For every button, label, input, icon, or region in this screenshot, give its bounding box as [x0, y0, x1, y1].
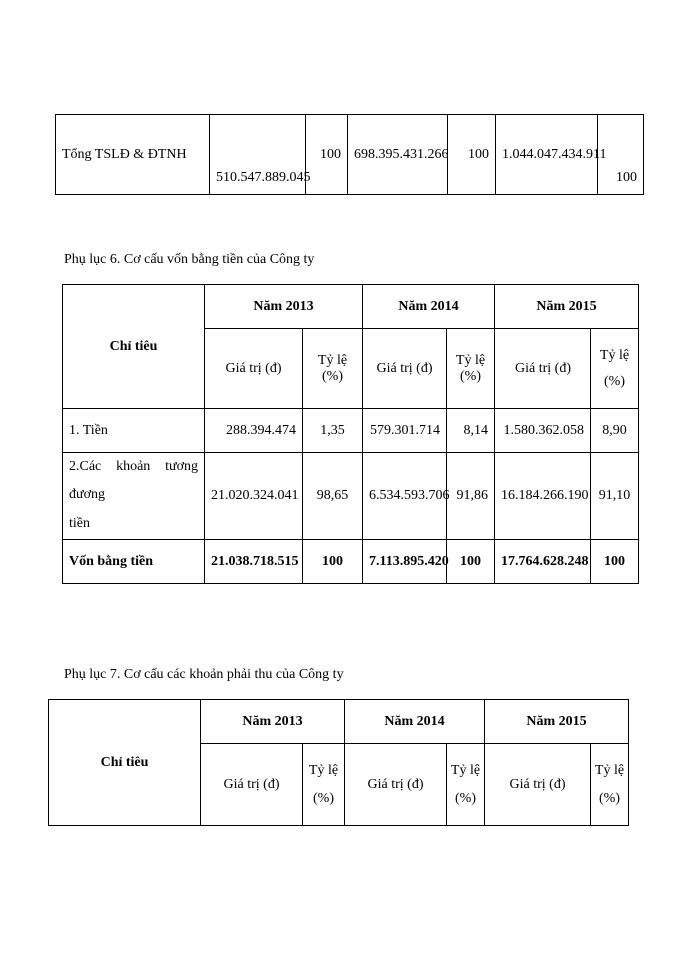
ratio-header-2015 [591, 329, 639, 409]
value-header-2013: Giá trị (đ) [201, 744, 303, 826]
year-2014-header: Năm 2014 [363, 285, 495, 329]
indicator-header: Chỉ tiêu [49, 700, 201, 826]
ratio-header-line2: (%) [599, 790, 620, 806]
table-row [56, 115, 644, 195]
ratio-2015: 100 [598, 115, 644, 195]
value-2015: 17.764.628.248 [495, 540, 591, 584]
table-row [63, 540, 639, 584]
ratio-header-2013 [303, 744, 345, 826]
ratio-header-line1: Tỷ lệ [594, 762, 625, 778]
value-2013: 510.547.889.045 [210, 115, 306, 195]
table-row [63, 409, 639, 453]
ratio-2014: 100 [447, 540, 495, 584]
ratio-header-2014: Tỷ lệ (%) [447, 329, 495, 409]
year-2015-header: Năm 2015 [485, 700, 629, 744]
ratio-header-2014 [447, 744, 485, 826]
appendix6-caption: Phụ lục 6. Cơ cấu vốn bằng tiền của Công ty [64, 252, 315, 267]
ratio-header-line2: (%) [313, 790, 334, 806]
appendix6-table [62, 284, 639, 584]
ratio-header-line1: Tỷ lệ [450, 762, 481, 778]
ratio-2013: 100 [303, 540, 363, 584]
value-2015: 1.580.362.058 [495, 409, 591, 453]
value-2013: 288.394.474 [205, 409, 303, 453]
value-header-2015: Giá trị (đ) [485, 744, 591, 826]
value-2013: 21.020.324.041 [205, 453, 303, 540]
value-2014: 698.395.431.266 [348, 115, 448, 195]
ratio-2014: 100 [448, 115, 496, 195]
value-2014: 7.113.895.420 [363, 540, 447, 584]
table-row [63, 453, 639, 540]
ratio-header-line2: (%) [455, 790, 476, 806]
ratio-2013: 1,35 [303, 409, 363, 453]
ratio-2015: 8,90 [591, 409, 639, 453]
ratio-header-line2: (%) [604, 373, 625, 389]
ratio-2014: 91,86 [447, 453, 495, 540]
indicator-header: Chỉ tiêu [63, 285, 205, 409]
value-2014: 6.534.593.706 [363, 453, 447, 540]
value-2015: 16.184.266.190 [495, 453, 591, 540]
ratio-header-line1: Tỷ lệ [308, 762, 339, 778]
row-label [63, 453, 205, 540]
year-2014-header: Năm 2014 [345, 700, 485, 744]
value-2015: 1.044.047.434.911 [496, 115, 598, 195]
appendix7-table [48, 699, 629, 826]
row-label: Vốn bằng tiền [63, 540, 205, 584]
ratio-header-2015 [591, 744, 629, 826]
year-2013-header: Năm 2013 [205, 285, 363, 329]
year-2013-header: Năm 2013 [201, 700, 345, 744]
row-label: Tổng TSLĐ & ĐTNH [56, 115, 210, 195]
value-2014: 579.301.714 [363, 409, 447, 453]
value-header-2014: Giá trị (đ) [345, 744, 447, 826]
ratio-2014: 8,14 [447, 409, 495, 453]
appendix7-caption: Phụ lục 7. Cơ cấu các khoản phải thu của Công ty [64, 667, 344, 682]
row-label-line2: tiền [69, 516, 90, 531]
year-2015-header: Năm 2015 [495, 285, 639, 329]
ratio-header-2013: Tỷ lệ (%) [303, 329, 363, 409]
ratio-2013: 100 [306, 115, 348, 195]
header-row [49, 700, 629, 744]
row-label-line1: 2.Các khoản tương đương [69, 459, 198, 502]
ratio-2015: 91,10 [591, 453, 639, 540]
top-total-table [55, 114, 644, 195]
value-header-2015: Giá trị (đ) [495, 329, 591, 409]
row-label: 1. Tiền [63, 409, 205, 453]
header-row [63, 285, 639, 329]
value-2013: 21.038.718.515 [205, 540, 303, 584]
ratio-2013: 98,65 [303, 453, 363, 540]
ratio-header-line1: Tỷ lệ [599, 347, 630, 363]
ratio-2015: 100 [591, 540, 639, 584]
value-header-2013: Giá trị (đ) [205, 329, 303, 409]
value-header-2014: Giá trị (đ) [363, 329, 447, 409]
